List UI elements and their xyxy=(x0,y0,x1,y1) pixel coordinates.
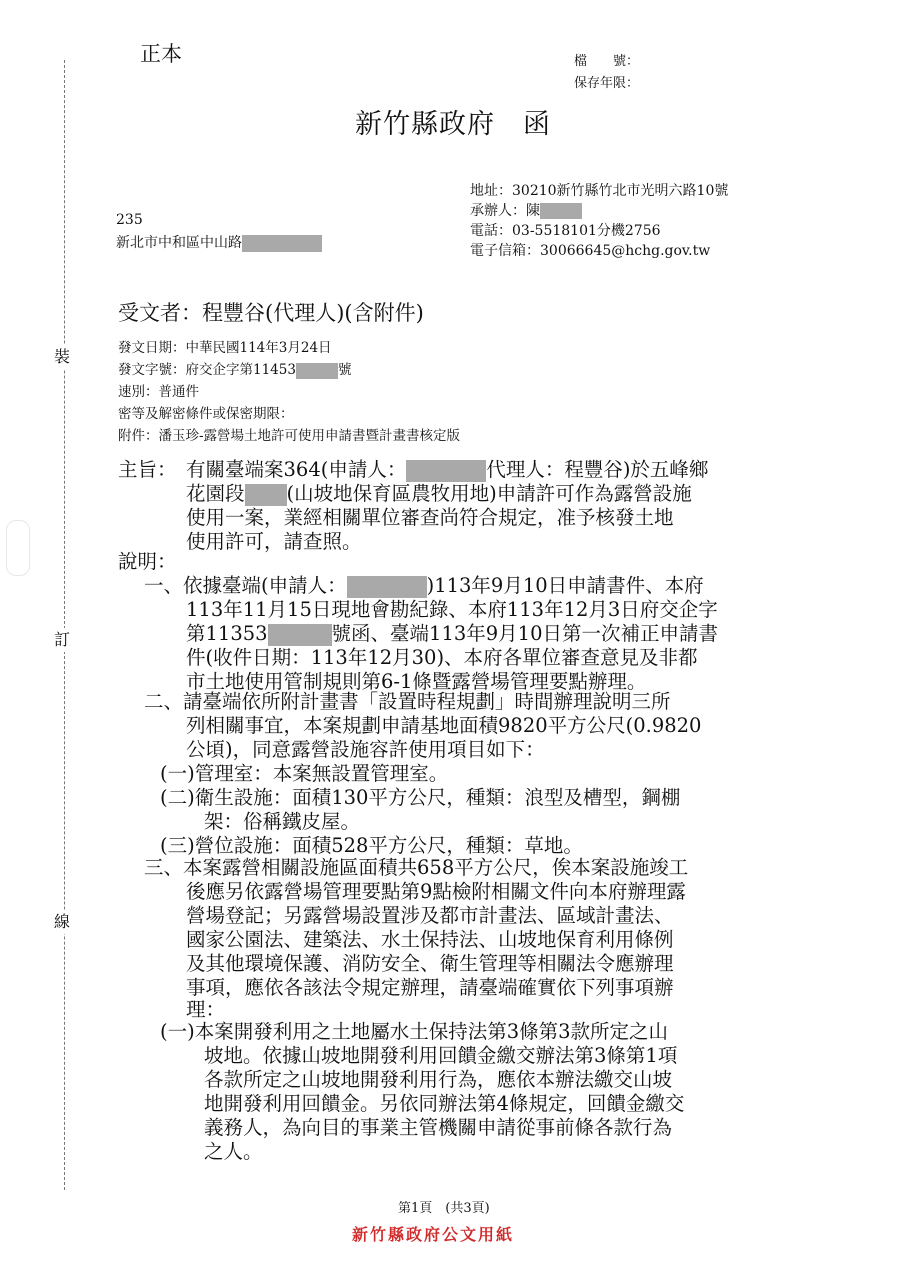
document-title: 新竹縣政府 函 xyxy=(355,109,551,140)
item3-line-5: 及其他環境保護、消防安全、衛生管理等相關法令應辦理 xyxy=(186,952,674,975)
binding-mark-zhuang: 裝 xyxy=(54,345,70,369)
item3-line-6: 事項，應依各該法令規定辦理，請臺端確實依下列事項辦 xyxy=(186,976,674,999)
item2-line-3: 公頃)，同意露營設施容許使用項目如下： xyxy=(186,738,545,761)
subject-text: 花園段 xyxy=(186,482,245,505)
item1-text: 一、依據臺端(申請人： xyxy=(144,574,347,597)
document-number-prefix: 發文字號：府交企字第11453 xyxy=(118,362,296,378)
document-number-suffix: 號 xyxy=(337,362,352,378)
attachment: 附件：潘玉珍-露營場土地許可使用申請書暨計畫書核定版 xyxy=(118,428,461,444)
item3-line-3: 營場登記；另露營場設置涉及都市計畫法、區域計畫法、 xyxy=(186,904,674,927)
item3-line-1: 三、本案露營相關設施區面積共658平方公尺，俟本案設施竣工 xyxy=(144,856,689,879)
item3-sub-1-line-1: (一)本案開發利用之土地屬水土保持法第3條第3款所定之山 xyxy=(160,1020,669,1043)
item1-text: 號函、臺端113年9月10日第一次補正申請書 xyxy=(331,622,718,645)
retention-period-label: 保存年限： xyxy=(574,76,640,91)
item2-line-2: 列相關事宜，本案規劃申請基地面積9820平方公尺(0.9820 xyxy=(186,714,702,737)
redaction-block xyxy=(540,203,582,219)
item2-line-1: 二、請臺端依所附計畫書「設置時程規劃」時間辦理說明三所 xyxy=(144,690,671,713)
subject-line-3: 使用一案，業經相關單位審查尚符合規定，准予核發土地 xyxy=(186,506,674,529)
officer-line xyxy=(470,200,582,220)
recipient-zip: 235 xyxy=(116,212,143,228)
secrecy-level: 密等及解密條件或保密期限： xyxy=(118,406,294,422)
subject-line-4: 使用許可，請查照。 xyxy=(186,530,362,553)
issue-date: 發文日期：中華民國114年3月24日 xyxy=(118,340,332,356)
recipient-address-text: 新北市中和區中山路 xyxy=(116,235,242,251)
document-number xyxy=(118,358,351,379)
item1-line-5: 市土地使用管制規則第6-1條暨露營場管理要點辦理。 xyxy=(186,670,647,693)
item1-text: 第11353 xyxy=(186,622,268,645)
priority: 速別：普通件 xyxy=(118,384,199,400)
subject-text: 有關臺端案364(申請人： xyxy=(186,458,407,481)
recipient-address xyxy=(116,232,322,252)
subject-label: 主旨： xyxy=(118,458,177,481)
item3-sub-1-line-3: 各款所定之山坡地開發利用行為，應依本辦法繳交山坡 xyxy=(204,1068,673,1091)
item3-sub-1-line-4: 地開發利用回饋金。另依同辦法第4條規定，回饋金繳交 xyxy=(204,1092,685,1115)
subject-text: 代理人：程豐谷)於五峰鄉 xyxy=(486,458,709,481)
faint-stamp-mark xyxy=(6,520,30,576)
officer-label: 承辦人：陳 xyxy=(470,203,540,219)
item2-sub-1: (一)管理室：本案無設置管理室。 xyxy=(160,762,449,785)
sender-address: 地址：30210新竹縣竹北市光明六路10號 xyxy=(470,183,729,199)
binding-mark-ding: 訂 xyxy=(54,628,70,652)
page-number: 第1頁 (共3頁) xyxy=(398,1201,490,1216)
item1-text: )113年9月10日申請書件、本府 xyxy=(426,574,704,597)
subject-text: (山坡地保育區農牧用地)申請許可作為露營設施 xyxy=(286,482,692,505)
item3-line-7: 理： xyxy=(186,998,226,1021)
item2-sub-3: (三)營位設施：面積528平方公尺，種類：草地。 xyxy=(160,834,583,857)
item1-line-4: 件(收件日期：113年12月30)、本府各單位審查意見及非都 xyxy=(186,646,698,669)
official-paper-label: 新竹縣政府公文用紙 xyxy=(352,1225,515,1244)
item3-line-2: 後應另依露營場管理要點第9點檢附相關文件向本府辦理露 xyxy=(186,880,686,903)
item1-line-2: 113年11月15日現地會勘紀錄、本府113年12月3日府交企字 xyxy=(186,598,718,621)
explanation-label: 說明： xyxy=(118,550,177,573)
binding-mark-xian: 線 xyxy=(54,910,70,934)
item2-sub-2: (二)衛生設施：面積130平方公尺，種類：浪型及槽型，鋼棚 xyxy=(160,786,681,809)
recipient: 受文者：程豐谷(代理人)(含附件) xyxy=(118,301,424,325)
item3-sub-1-line-5: 義務人，為向目的事業主管機關申請從事前條各款行為 xyxy=(204,1116,673,1139)
binding-line xyxy=(64,60,65,1190)
sender-phone: 電話：03-5518101分機2756 xyxy=(470,223,661,239)
file-number-label: 檔 號： xyxy=(574,54,640,69)
copy-type: 正本 xyxy=(140,42,182,66)
item3-sub-1-line-6: 之人。 xyxy=(204,1140,263,1163)
item2-sub-2-cont: 架：俗稱鐵皮屋。 xyxy=(204,810,361,833)
redaction-block xyxy=(296,363,338,379)
item3-sub-1-line-2: 坡地。依據山坡地開發利用回饋金繳交辦法第3條第1項 xyxy=(204,1044,678,1067)
item3-line-4: 國家公園法、建築法、水土保持法、山坡地保育利用條例 xyxy=(186,928,674,951)
redaction-block xyxy=(242,235,322,252)
sender-email: 電子信箱：30066645@hchg.gov.tw xyxy=(470,243,711,259)
